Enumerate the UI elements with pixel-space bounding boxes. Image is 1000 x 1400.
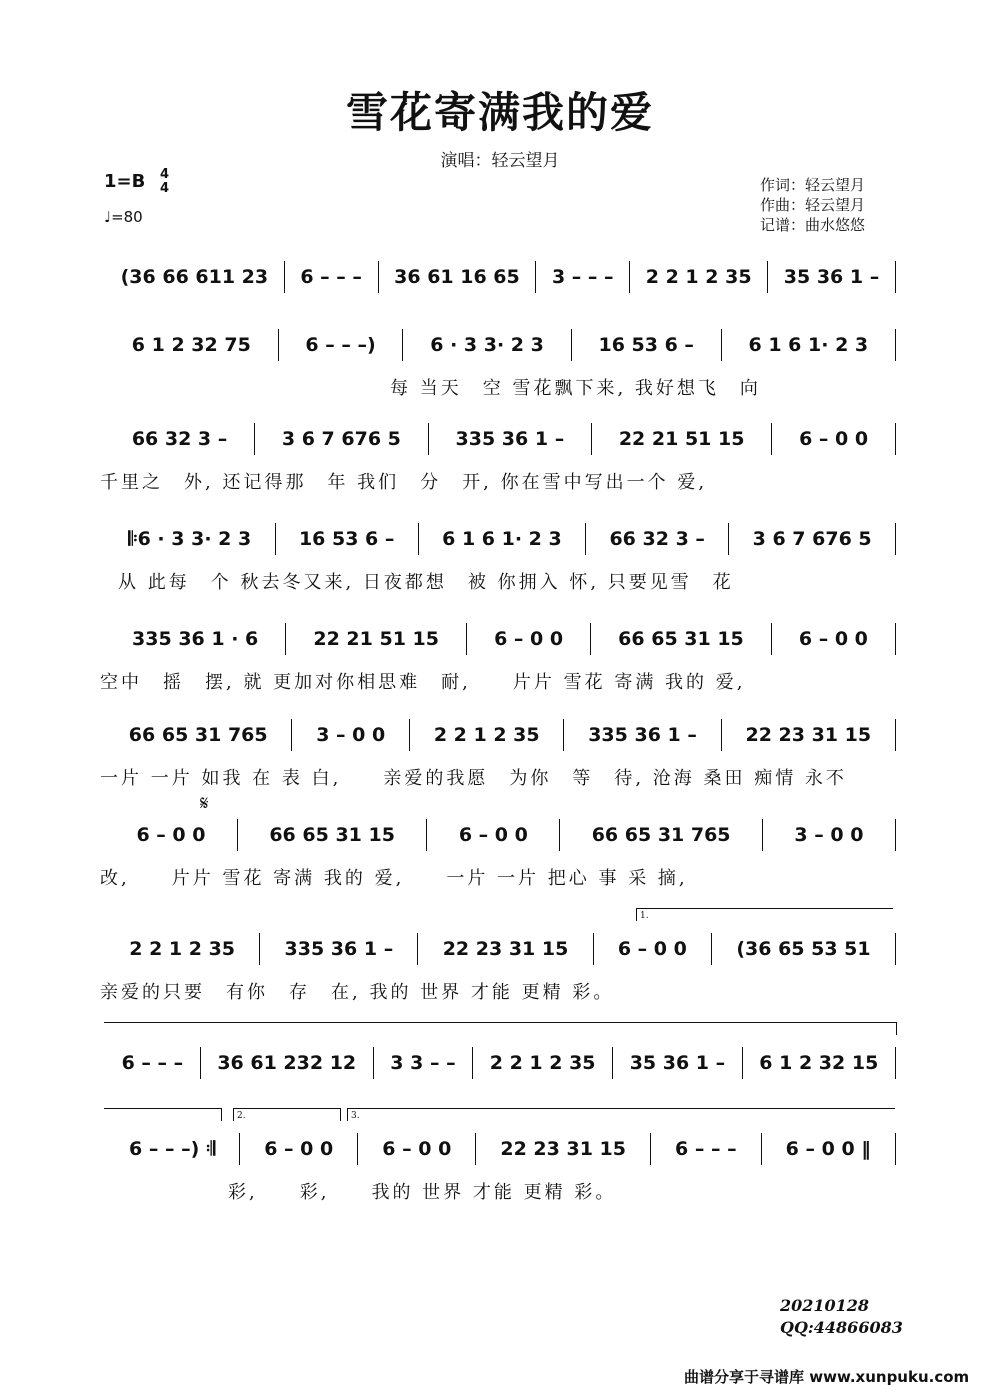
barline bbox=[895, 1047, 896, 1079]
barline bbox=[426, 819, 427, 851]
barline bbox=[771, 423, 772, 455]
measure: 66 65 31 765 bbox=[128, 724, 268, 746]
time-signature bbox=[160, 168, 169, 196]
barline bbox=[895, 423, 896, 455]
barline bbox=[254, 423, 255, 455]
measure: 3 – 0 0 bbox=[794, 824, 864, 846]
measure: 22 23 31 15 bbox=[745, 724, 872, 746]
barline bbox=[762, 819, 763, 851]
lyric-line: 一片 一片 如我 在 表 白, 亲爱的我愿 为你 等 待, 沧海 桑田 痴情 永不 bbox=[100, 768, 847, 789]
lyric-line: 亲爱的只要 有你 存 在, 我的 世界 才能 更精 彩。 bbox=[100, 982, 615, 1003]
lyricist-credit: 作词：轻云望月 bbox=[760, 176, 866, 194]
barline bbox=[895, 523, 896, 555]
barline bbox=[418, 523, 419, 555]
notation-row bbox=[104, 720, 896, 750]
measure: 35 36 1 – bbox=[783, 266, 880, 288]
measure: 36 61 232 12 bbox=[217, 1052, 357, 1074]
key-signature: 1=B bbox=[104, 171, 146, 192]
composer-credit: 作曲：轻云望月 bbox=[760, 196, 866, 214]
measure: 2 2 1 2 35 bbox=[433, 724, 540, 746]
transcriber-credit: 记谱：曲水悠悠 bbox=[760, 216, 866, 234]
measure: 6 1 6 1· 2 3 bbox=[748, 334, 869, 356]
lyric-line: 每 当天 空 雪花飘下来, 我好想飞 向 bbox=[390, 378, 761, 399]
measure: 6 – – – bbox=[675, 1138, 737, 1160]
barline bbox=[761, 1133, 762, 1165]
barline bbox=[721, 719, 722, 751]
measure: (36 65 53 51 bbox=[736, 938, 871, 960]
volta-label-3: 3. bbox=[351, 1111, 360, 1121]
barline bbox=[466, 623, 467, 655]
segno-sign: 𝄋 bbox=[200, 791, 209, 815]
barline bbox=[629, 261, 630, 293]
notation-row bbox=[104, 424, 896, 454]
measure: 16 53 6 – bbox=[298, 528, 395, 550]
notation-row bbox=[104, 1048, 896, 1078]
measure: 22 23 31 15 bbox=[442, 938, 569, 960]
lyric-line: 空中 摇 摆, 就 更加对你相思难 耐, 片片 雪花 寄满 我的 爱, bbox=[100, 672, 746, 693]
measure: 66 65 31 765 bbox=[591, 824, 731, 846]
notation-row bbox=[104, 820, 896, 850]
barline bbox=[417, 933, 418, 965]
barline bbox=[409, 719, 410, 751]
measure: 6 – – –) 𝄇 bbox=[129, 1138, 216, 1160]
measure: 3 – – – bbox=[551, 266, 614, 288]
barline bbox=[895, 933, 896, 965]
measure: 66 32 3 – bbox=[131, 428, 228, 450]
measure: 6 – 0 0 bbox=[798, 628, 868, 650]
barline bbox=[285, 623, 286, 655]
volta-bracket-1 bbox=[636, 908, 893, 921]
notation-row bbox=[104, 330, 896, 360]
measure: 6 – 0 0 bbox=[458, 824, 528, 846]
lyric-line: 彩, 彩, 我的 世界 才能 更精 彩。 bbox=[228, 1182, 617, 1203]
measure: 66 65 31 15 bbox=[269, 824, 395, 846]
measure: 2 2 1 2 35 bbox=[129, 938, 236, 960]
date-stamp: 20210128 bbox=[780, 1296, 870, 1315]
measure: 6 – – –) bbox=[305, 334, 376, 356]
barline bbox=[475, 1133, 476, 1165]
source-credit: 曲谱分享于寻谱库 www.xunpuku.com bbox=[684, 1368, 970, 1386]
barline bbox=[895, 719, 896, 751]
barline bbox=[278, 329, 279, 361]
barline bbox=[571, 329, 572, 361]
barline bbox=[373, 1047, 374, 1079]
measure: 35 36 1 – bbox=[629, 1052, 726, 1074]
time-signature-bottom: 4 bbox=[160, 181, 170, 196]
notation-row bbox=[104, 934, 896, 964]
barline bbox=[895, 329, 896, 361]
measure: 3 6 7 676 5 bbox=[752, 528, 872, 550]
measure: 335 36 1 · 6 bbox=[132, 628, 259, 650]
measure: 335 36 1 – bbox=[455, 428, 565, 450]
barline bbox=[239, 1133, 240, 1165]
barline bbox=[742, 1047, 743, 1079]
measure: 6 – 0 0 ‖ bbox=[785, 1138, 871, 1160]
barline bbox=[402, 329, 403, 361]
barline bbox=[612, 1047, 613, 1079]
barline bbox=[357, 1133, 358, 1165]
measure: (36 66 611 23 bbox=[120, 266, 269, 288]
measure: 6 – 0 0 bbox=[494, 628, 564, 650]
barline bbox=[728, 523, 729, 555]
measure: 6 – 0 0 bbox=[136, 824, 206, 846]
barline bbox=[895, 819, 896, 851]
barline bbox=[563, 719, 564, 751]
measure: 6 1 6 1· 2 3 bbox=[442, 528, 562, 550]
notation-row bbox=[104, 624, 896, 654]
song-title: 雪花寄满我的爱 bbox=[345, 88, 654, 137]
measure: 335 36 1 – bbox=[284, 938, 394, 960]
measure: 22 23 31 15 bbox=[500, 1138, 626, 1160]
measure: 335 36 1 – bbox=[588, 724, 697, 746]
barline bbox=[590, 623, 591, 655]
barline bbox=[275, 523, 276, 555]
barline bbox=[767, 261, 768, 293]
measure: 6 – 0 0 bbox=[264, 1138, 334, 1160]
measure: 22 21 51 15 bbox=[618, 428, 745, 450]
barline bbox=[591, 423, 592, 455]
measure: 6 – 0 0 bbox=[617, 938, 687, 960]
lyric-line: 改, 片片 雪花 寄满 我的 爱, 一片 一片 把心 事 采 摘, bbox=[100, 868, 688, 889]
barline bbox=[895, 1133, 896, 1165]
measure: 66 32 3 – bbox=[609, 528, 705, 550]
notation-row bbox=[104, 524, 896, 554]
barline bbox=[895, 623, 896, 655]
measure: 6 – – – bbox=[300, 266, 362, 288]
volta-label-2: 2. bbox=[237, 1111, 246, 1121]
barline bbox=[259, 933, 260, 965]
measure: 22 21 51 15 bbox=[313, 628, 439, 650]
barline bbox=[721, 329, 722, 361]
measure: 𝄆6 · 3 3· 2 3 bbox=[128, 528, 252, 550]
barline bbox=[378, 261, 379, 293]
measure: 3 – 0 0 bbox=[316, 724, 386, 746]
time-signature-top: 4 bbox=[160, 167, 170, 182]
measure: 2 2 1 2 35 bbox=[489, 1052, 596, 1074]
measure: 66 65 31 15 bbox=[618, 628, 744, 650]
tempo-marking: ♩=80 bbox=[104, 208, 143, 226]
measure: 6 – – – bbox=[121, 1052, 184, 1074]
barline bbox=[291, 719, 292, 751]
barline bbox=[535, 261, 536, 293]
measure: 6 1 2 32 15 bbox=[759, 1052, 879, 1074]
measure: 6 – 0 0 bbox=[382, 1138, 452, 1160]
volta-bracket-3 bbox=[347, 1108, 895, 1121]
measure: 6 · 3 3· 2 3 bbox=[430, 334, 544, 356]
qq-contact: QQ:44866083 bbox=[780, 1318, 903, 1337]
barline bbox=[585, 523, 586, 555]
barline bbox=[428, 423, 429, 455]
barline bbox=[559, 819, 560, 851]
notation-row bbox=[104, 1134, 896, 1164]
barline bbox=[771, 623, 772, 655]
measure: 6 – 0 0 bbox=[799, 428, 869, 450]
barline bbox=[472, 1047, 473, 1079]
barline bbox=[711, 933, 712, 965]
volta-bracket-2 bbox=[233, 1108, 341, 1121]
barline bbox=[237, 819, 238, 851]
notation-row bbox=[104, 262, 896, 292]
measure: 6 1 2 32 75 bbox=[131, 334, 251, 356]
measure: 2 2 1 2 35 bbox=[645, 266, 752, 288]
measure: 36 61 16 65 bbox=[394, 266, 520, 288]
volta-bracket-1-continued bbox=[104, 1022, 897, 1035]
barline bbox=[200, 1047, 201, 1079]
measure: 3 6 7 676 5 bbox=[281, 428, 401, 450]
barline bbox=[895, 261, 896, 293]
barline bbox=[650, 1133, 651, 1165]
barline bbox=[593, 933, 594, 965]
lyric-line: 千里之 外, 还记得那 年 我们 分 开, 你在雪中写出一个 爱, bbox=[100, 472, 708, 493]
lyric-line: 从 此每 个 秋去冬又来, 日夜都想 被 你拥入 怀, 只要见雪 花 bbox=[118, 572, 734, 593]
measure: 16 53 6 – bbox=[598, 334, 694, 356]
volta-label-1: 1. bbox=[640, 911, 649, 921]
singer-credit: 演唱：轻云望月 bbox=[440, 151, 560, 171]
measure: 3 3 – – bbox=[390, 1052, 456, 1074]
barline bbox=[284, 261, 285, 293]
volta-bracket-1-end bbox=[104, 1108, 222, 1121]
